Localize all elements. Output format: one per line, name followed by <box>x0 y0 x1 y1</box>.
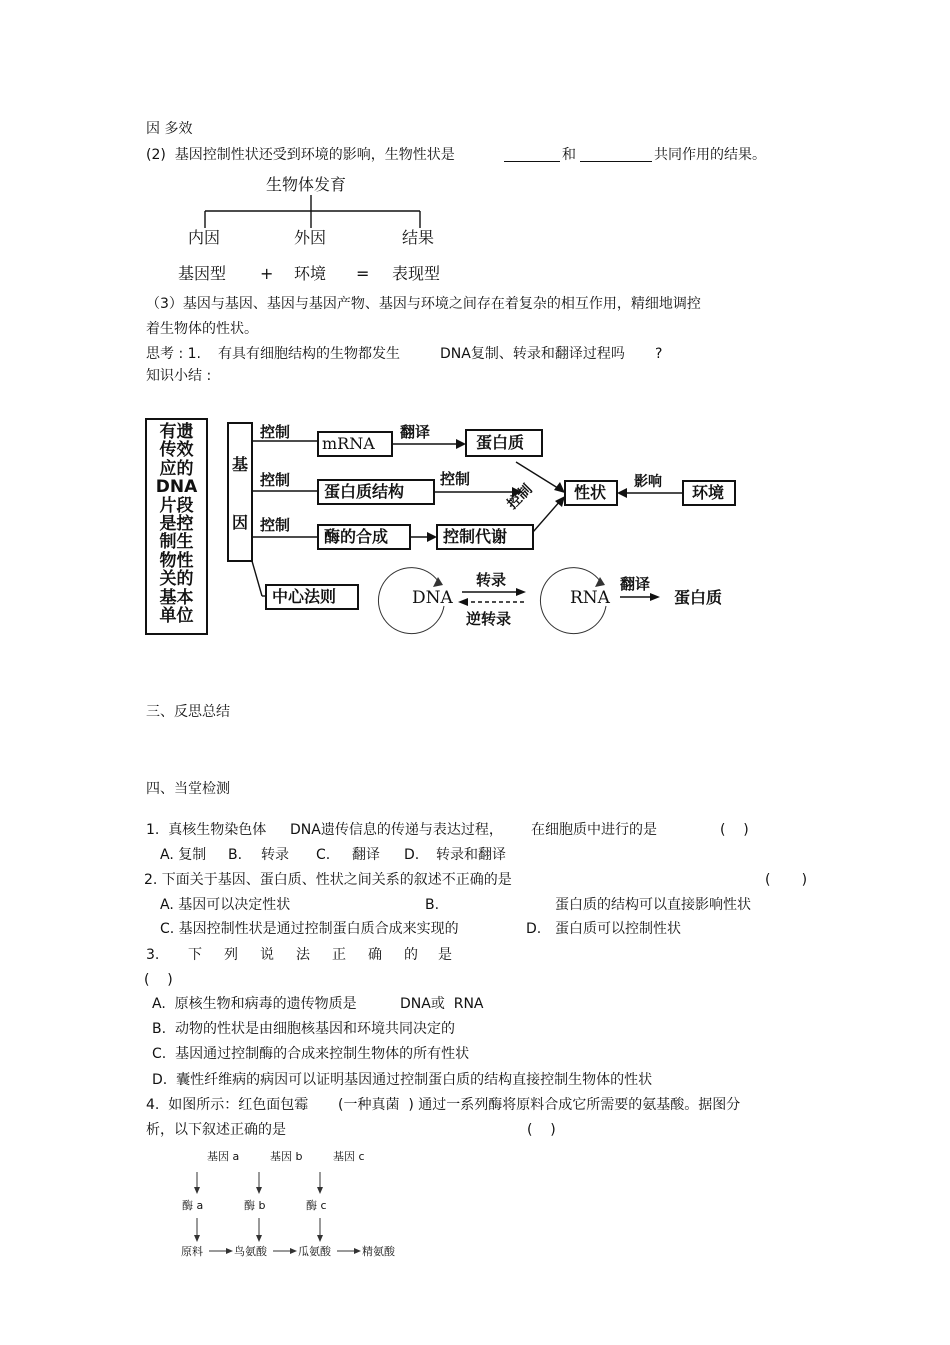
control-label-2: 控制 <box>260 471 291 489</box>
q1-text-2: 在细胞质中进行的是 <box>531 822 657 838</box>
section-test: 四、当堂检测 <box>146 781 230 797</box>
tree-branch-result: 结果 <box>402 228 435 247</box>
q4-line1-b: (一种真菌 ) 通过一系列酶将原料合成它所需要的氨基酸。据图分 <box>338 1097 741 1113</box>
formula-phenotype: 表现型 <box>392 264 441 283</box>
formula-genotype: 基因型 <box>178 264 227 283</box>
enzyme-label: 酶的合成 <box>324 527 389 546</box>
q3-stem-char: 说 <box>260 947 274 963</box>
q3-option-c: C. 基因通过控制酶的合成来控制生物体的所有性状 <box>152 1046 470 1062</box>
q2-stem: 2. 下面关于基因、蛋白质、性状之间关系的叙述不正确的是 <box>144 872 512 888</box>
control-label-diag: 控制 <box>504 481 536 513</box>
tree-branch-inner: 内因 <box>188 228 221 247</box>
enzyme-a: 酶 a <box>182 1199 204 1212</box>
q2-option-d-label: D. <box>526 921 542 937</box>
def-line: 应的 <box>159 458 194 479</box>
q1-num: 1. 真核生物染色体 <box>146 822 267 838</box>
item2-end: 共同作用的结果。 <box>654 147 766 163</box>
control-label-4: 控制 <box>440 470 471 488</box>
q1-option-d-label: D. <box>404 847 420 863</box>
gene-a: 基因 a <box>207 1150 240 1163</box>
def-line: 单位 <box>159 606 194 627</box>
q2-bracket: ( ) <box>765 872 808 888</box>
q2-option-b: 蛋白质的结构可以直接影响性状 <box>555 897 751 913</box>
influence-label: 影响 <box>634 474 662 490</box>
gene-label-2: 因 <box>232 513 249 532</box>
q1-option-c: 翻译 <box>352 847 380 863</box>
gene-b: 基因 b <box>270 1150 303 1163</box>
q2-option-c: C. 基因控制性状是通过控制蛋白质合成来实现的 <box>160 921 459 937</box>
def-line: DNA <box>155 477 198 498</box>
q1-option-b: 转录 <box>261 847 289 863</box>
protein-label: 蛋白质 <box>476 433 525 452</box>
q1-bracket: ( ) <box>720 822 749 838</box>
q3-stem-char: 列 <box>224 947 238 963</box>
gene-box <box>228 423 252 561</box>
q1-option-b-label: B. <box>228 847 243 863</box>
protein-structure-label: 蛋白质结构 <box>324 482 405 501</box>
summary-title: 知识小结 : <box>146 368 212 384</box>
gene-label-1: 基 <box>232 455 249 474</box>
q2-option-a: A. 基因可以决定性状 <box>160 897 291 913</box>
reverse-transcription-label: 逆转录 <box>466 610 512 628</box>
q1-option-c-label: C. <box>316 847 331 863</box>
q3-option-b: B. 动物的性状是由细胞核基因和环境共同决定的 <box>152 1021 455 1037</box>
control-label-1: 控制 <box>260 423 291 441</box>
q2-option-d: 蛋白质可以控制性状 <box>555 921 681 937</box>
item3-line2: 着生物体的性状。 <box>146 321 258 337</box>
metabolism-label: 控制代谢 <box>443 527 508 546</box>
def-line: 物性 <box>159 550 194 571</box>
q3-stem-char: 的 <box>404 947 418 963</box>
q3-stem-char: 下 <box>188 947 202 963</box>
item2-text: (2) 基因控制性状还受到环境的影响，生物性状是 <box>146 147 455 163</box>
formula-equals: = <box>356 264 370 283</box>
tree-root: 生物体发育 <box>266 175 347 194</box>
def-line: 传效 <box>159 440 194 461</box>
trait-label: 性状 <box>574 483 607 502</box>
translate-label: 翻译 <box>400 423 431 441</box>
q2-option-b-label: B. <box>425 897 440 913</box>
top-fragment: 因 多效 <box>146 121 193 137</box>
translate-label-2: 翻译 <box>620 575 651 593</box>
tree-lines <box>205 195 420 228</box>
def-line: 片段 <box>159 495 194 516</box>
rna-label: RNA <box>570 588 610 608</box>
formula-environment: 环境 <box>294 264 327 283</box>
think-text-1: 有具有细胞结构的生物都发生 <box>218 346 400 362</box>
def-line: 有遗 <box>159 422 194 442</box>
q4-line2: 析，以下叙述正确的是 <box>146 1122 286 1138</box>
dna-label: DNA <box>412 588 453 608</box>
q4-bracket: ( ) <box>527 1122 556 1138</box>
item2-mid: 和 <box>562 147 576 163</box>
transcription-label: 转录 <box>476 571 507 589</box>
mrna-label: mRNA <box>322 434 375 453</box>
q1-option-a: A. 复制 <box>160 847 207 863</box>
pathway-figure <box>194 1172 361 1254</box>
q3-option-a: A. 原核生物和病毒的遗传物质是 <box>152 996 357 1012</box>
gene-c: 基因 c <box>333 1150 365 1163</box>
environment-label: 环境 <box>692 483 725 502</box>
think-text-2: DNA复制、转录和翻译过程吗 <box>440 346 625 362</box>
def-line: 制生 <box>159 532 194 553</box>
q3-option-d: D. 囊性纤维病的病因可以证明基因通过控制蛋白质的结构直接控制生物体的性状 <box>152 1072 653 1088</box>
think-qmark: ? <box>655 346 663 362</box>
enzyme-b: 酶 b <box>244 1199 266 1212</box>
q1-text-1: DNA遗传信息的传递与表达过程， <box>290 822 503 838</box>
q3-option-a-tail: DNA或 RNA <box>400 996 484 1012</box>
def-line: 关的 <box>159 569 194 590</box>
q1-option-d: 转录和翻译 <box>436 847 506 863</box>
section-reflection: 三、反思总结 <box>146 704 230 720</box>
central-dogma-label: 中心法则 <box>272 587 337 606</box>
enzyme-c: 酶 c <box>306 1199 327 1212</box>
chain-arginine: 精氨酸 <box>362 1245 395 1258</box>
formula-plus: + <box>260 264 274 283</box>
q4-line1-a: 4. 如图所示：红色面包霉 <box>146 1097 309 1113</box>
item3-line1: （3）基因与基因、基因与基因产物、基因与环境之间存在着复杂的相互作用，精细地调控 <box>146 296 701 312</box>
def-line: 是控 <box>159 514 194 535</box>
chain-raw: 原料 <box>181 1245 203 1258</box>
q3-stem-char: 是 <box>438 947 452 963</box>
def-line: 基本 <box>159 587 194 608</box>
q3-stem-char: 法 <box>296 947 310 963</box>
chain-citrulline: 瓜氨酸 <box>298 1245 331 1258</box>
q3-stem-char: 3. <box>146 947 160 963</box>
definition-text <box>146 423 207 625</box>
chain-ornithine: 鸟氨酸 <box>234 1245 267 1258</box>
q3-stem-char: 正 <box>332 947 346 963</box>
q3-stem-char: 确 <box>368 947 382 963</box>
tree-branch-outer: 外因 <box>294 228 327 247</box>
protein-label-2: 蛋白质 <box>674 588 723 607</box>
q3-bracket: ( ) <box>144 972 173 988</box>
think-label: 思考 : 1. <box>146 346 201 362</box>
control-label-3: 控制 <box>260 516 291 534</box>
